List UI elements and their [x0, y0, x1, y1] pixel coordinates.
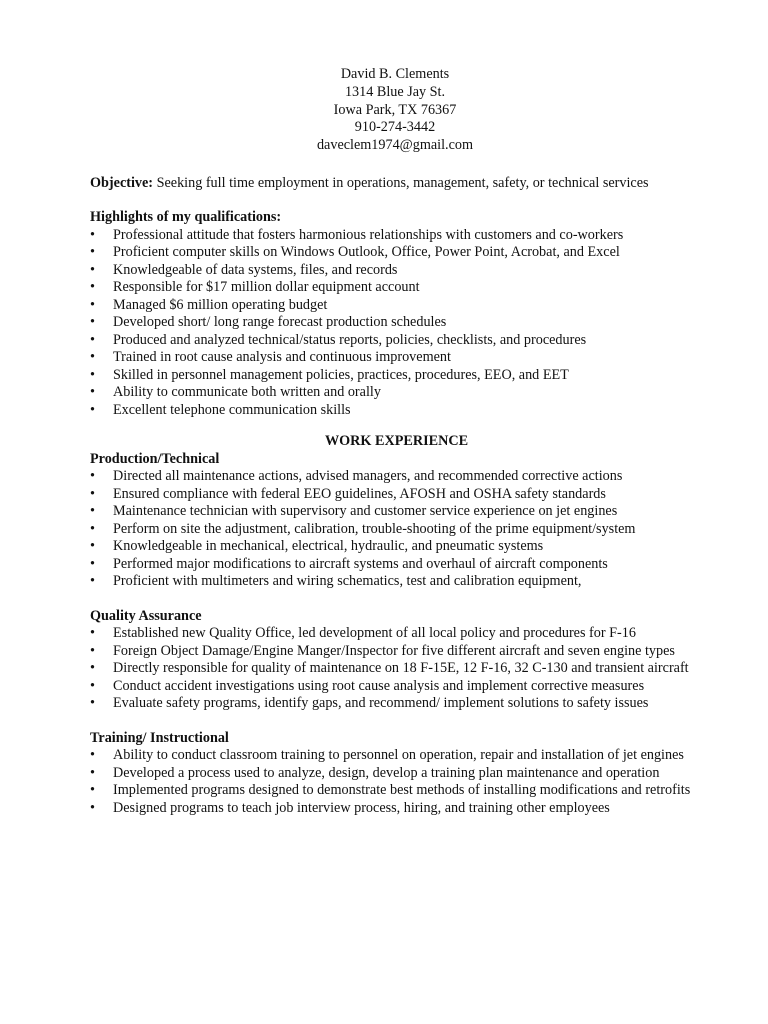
highlights-title: Highlights of my qualifications: [90, 209, 282, 226]
highlights-list [90, 227, 728, 420]
email-address: daveclem1974@gmail.com [316, 137, 474, 154]
list-item: • Developed a process used to analyze, design, develop a training plan maintenance and operation [90, 765, 728, 783]
list-item: • Managed $6 million operating budget [90, 297, 728, 315]
list-item: • Designed programs to teach job interview process, hiring, and training other employees [90, 800, 728, 818]
list-item: • Produced and analyzed technical/status reports, policies, checklists, and procedures [90, 332, 728, 350]
list-item: • Knowledgeable in mechanical, electrical, hydraulic, and pneumatic systems [90, 538, 728, 556]
objective-label: Objective: [90, 174, 154, 191]
list-item: • Skilled in personnel management policies, practices, procedures, EEO, and EET [90, 367, 728, 385]
list-item: • Ensured compliance with federal EEO guidelines, AFOSH and OSHA safety standards [90, 486, 728, 504]
list-item: • Professional attitude that fosters harmonious relationships with customers and co-workers [90, 227, 728, 245]
list-item: • Trained in root cause analysis and continuous improvement [90, 349, 728, 367]
street-address: 1314 Blue Jay St. [344, 83, 446, 100]
training-instructional-list [90, 747, 728, 817]
list-item: • Foreign Object Damage/Engine Manger/Inspector for five different aircraft and seven engine types [90, 643, 728, 661]
list-item: • Knowledgeable of data systems, files, and records [90, 262, 728, 280]
quality-assurance-list [90, 625, 728, 713]
city-state-zip: Iowa Park, TX 76367 [333, 101, 457, 118]
list-item: • Directly responsible for quality of maintenance on 18 F-15E, 12 F-16, 32 C-130 and transient aircraft [90, 660, 728, 678]
production-technical-list [90, 468, 728, 591]
list-item: • Perform on site the adjustment, calibration, trouble-shooting of the prime equipment/system [90, 521, 728, 539]
work-experience-title: WORK EXPERIENCE [324, 433, 469, 450]
list-item: • Implemented programs designed to demonstrate best methods of installing modifications and retrofits [90, 782, 728, 800]
training-instructional-title: Training/ Instructional [90, 729, 229, 746]
list-item: • Evaluate safety programs, identify gaps, and recommend/ implement solutions to safety issues [90, 695, 728, 713]
applicant-name: David B. Clements [340, 66, 450, 82]
list-item: • Proficient with multimeters and wiring schematics, test and calibration equipment, [90, 573, 728, 591]
list-item: • Established new Quality Office, led development of all local policy and procedures for F-16 [90, 625, 728, 643]
phone-number: 910-274-3442 [354, 119, 436, 136]
list-item: • Performed major modifications to aircraft systems and overhaul of aircraft components [90, 556, 728, 574]
objective-line [90, 175, 728, 193]
list-item: • Directed all maintenance actions, advised managers, and recommended corrective actions [90, 468, 728, 486]
list-item: • Conduct accident investigations using root cause analysis and implement corrective measures [90, 678, 728, 696]
production-technical-title: Production/Technical [90, 450, 220, 467]
contact-header [0, 66, 768, 155]
list-item: • Ability to communicate both written and orally [90, 384, 728, 402]
list-item: • Proficient computer skills on Windows Outlook, Office, Power Point, Acrobat, and Excel [90, 244, 728, 262]
list-item: • Maintenance technician with supervisory and customer service experience on jet engines [90, 503, 728, 521]
objective-text: Seeking full time employment in operations, management, safety, or technical services [153, 174, 649, 191]
list-item: • Ability to conduct classroom training to personnel on operation, repair and installation of jet engines [90, 747, 728, 765]
list-item: • Excellent telephone communication skills [90, 402, 728, 420]
quality-assurance-title: Quality Assurance [90, 607, 202, 624]
list-item: • Responsible for $17 million dollar equipment account [90, 279, 728, 297]
list-item: • Developed short/ long range forecast production schedules [90, 314, 728, 332]
